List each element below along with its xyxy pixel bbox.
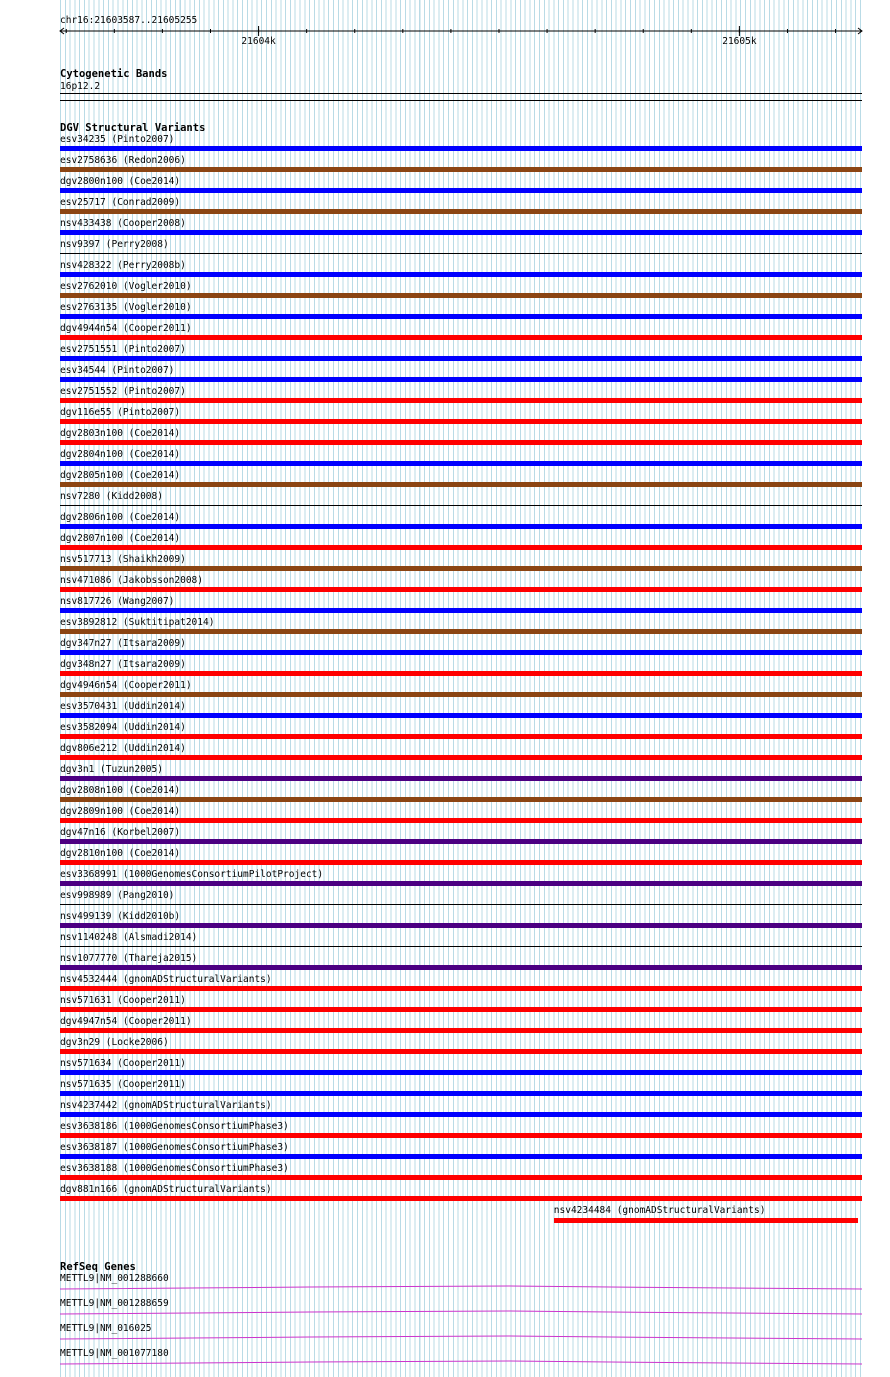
dgv-feature-bar[interactable] bbox=[60, 650, 862, 655]
dgv-feature-label[interactable]: dgv2808n100 (Coe2014) bbox=[60, 785, 181, 796]
ruler-tick-label: 21605k bbox=[722, 36, 757, 47]
dgv-feature-bar[interactable] bbox=[60, 797, 862, 802]
dgv-feature-label[interactable]: esv34544 (Pinto2007) bbox=[60, 365, 175, 376]
dgv-feature-bar[interactable] bbox=[60, 1154, 862, 1159]
dgv-feature-label[interactable]: nsv4237442 (gnomADStructuralVariants) bbox=[60, 1100, 272, 1111]
dgv-feature-bar[interactable] bbox=[60, 146, 862, 151]
dgv-feature-bar[interactable] bbox=[60, 776, 862, 781]
dgv-feature-label[interactable]: nsv571635 (Cooper2011) bbox=[60, 1079, 186, 1090]
dgv-feature-label[interactable]: dgv3n1 (Tuzun2005) bbox=[60, 764, 163, 775]
dgv-feature-label[interactable]: esv2763135 (Vogler2010) bbox=[60, 302, 192, 313]
dgv-feature-bar[interactable] bbox=[60, 1133, 862, 1138]
dgv-feature-bar[interactable] bbox=[60, 1028, 862, 1033]
refseq-gene-line bbox=[60, 1361, 862, 1364]
dgv-feature-label[interactable]: nsv4532444 (gnomADStructuralVariants) bbox=[60, 974, 272, 985]
dgv-feature-label[interactable]: nsv471086 (Jakobsson2008) bbox=[60, 575, 203, 586]
dgv-feature-bar[interactable] bbox=[60, 1007, 862, 1012]
dgv-feature-bar[interactable] bbox=[60, 167, 862, 172]
dgv-feature-label[interactable]: dgv2807n100 (Coe2014) bbox=[60, 533, 181, 544]
dgv-feature-label[interactable]: dgv806e212 (Uddin2014) bbox=[60, 743, 186, 754]
dgv-feature-bar[interactable] bbox=[60, 482, 862, 487]
dgv-feature-label[interactable]: esv3892812 (Suktitipat2014) bbox=[60, 617, 215, 628]
dgv-feature-bar[interactable] bbox=[60, 335, 862, 340]
dgv-feature-label[interactable]: dgv347n27 (Itsara2009) bbox=[60, 638, 186, 649]
dgv-feature-bar[interactable] bbox=[60, 356, 862, 361]
dgv-feature-bar[interactable] bbox=[60, 272, 862, 277]
ruler-tick-label: 21604k bbox=[241, 36, 276, 47]
dgv-feature-bar[interactable] bbox=[60, 253, 862, 254]
dgv-feature-label[interactable]: dgv2800n100 (Coe2014) bbox=[60, 176, 181, 187]
dgv-feature-label[interactable]: nsv428322 (Perry2008b) bbox=[60, 260, 186, 271]
dgv-feature-label[interactable]: esv3368991 (1000GenomesConsortiumPilotProject) bbox=[60, 869, 324, 880]
dgv-feature-bar[interactable] bbox=[60, 923, 862, 928]
dgv-feature-bar[interactable] bbox=[60, 839, 862, 844]
dgv-feature-label[interactable]: nsv1140248 (Alsmadi2014) bbox=[60, 932, 198, 943]
dgv-feature-label[interactable]: dgv2806n100 (Coe2014) bbox=[60, 512, 181, 523]
dgv-feature-bar[interactable] bbox=[554, 1218, 858, 1223]
refseq-gene-label[interactable]: METTL9|NM_001288659 bbox=[60, 1298, 169, 1309]
cytoband-label: 16p12.2 bbox=[60, 81, 101, 92]
dgv-feature-label[interactable]: dgv2810n100 (Coe2014) bbox=[60, 848, 181, 859]
dgv-feature-bar[interactable] bbox=[60, 398, 862, 403]
refseq-gene-line bbox=[60, 1311, 862, 1314]
dgv-feature-label[interactable]: nsv4234484 (gnomADStructuralVariants) bbox=[553, 1205, 766, 1216]
dgv-feature-bar[interactable] bbox=[60, 946, 862, 947]
dgv-feature-label[interactable]: dgv4947n54 (Cooper2011) bbox=[60, 1016, 192, 1027]
dgv-feature-bar[interactable] bbox=[60, 524, 862, 529]
dgv-feature-label[interactable]: esv3582094 (Uddin2014) bbox=[60, 722, 186, 733]
dgv-feature-label[interactable]: nsv571631 (Cooper2011) bbox=[60, 995, 186, 1006]
dgv-feature-bar[interactable] bbox=[60, 713, 862, 718]
dgv-feature-bar[interactable] bbox=[60, 230, 862, 235]
dgv-feature-label[interactable]: dgv2804n100 (Coe2014) bbox=[60, 449, 181, 460]
dgv-feature-bar[interactable] bbox=[60, 1091, 862, 1096]
dgv-feature-label[interactable]: esv3570431 (Uddin2014) bbox=[60, 701, 186, 712]
dgv-feature-bar[interactable] bbox=[60, 505, 862, 506]
cytoband-track-title: Cytogenetic Bands bbox=[60, 68, 168, 80]
dgv-feature-bar[interactable] bbox=[60, 860, 862, 865]
refseq-gene-line bbox=[60, 1336, 862, 1339]
dgv-feature-label[interactable]: nsv517713 (Shaikh2009) bbox=[60, 554, 186, 565]
dgv-feature-bar[interactable] bbox=[60, 608, 862, 613]
dgv-feature-label[interactable]: nsv499139 (Kidd2010b) bbox=[60, 911, 181, 922]
dgv-feature-label[interactable]: nsv433438 (Cooper2008) bbox=[60, 218, 186, 229]
refseq-gene-line bbox=[60, 1286, 862, 1289]
dgv-feature-bar[interactable] bbox=[60, 881, 862, 886]
dgv-feature-bar[interactable] bbox=[60, 629, 862, 634]
dgv-feature-bar[interactable] bbox=[60, 755, 862, 760]
dgv-feature-bar[interactable] bbox=[60, 566, 862, 571]
dgv-track-title: DGV Structural Variants bbox=[60, 122, 206, 134]
dgv-feature-bar[interactable] bbox=[60, 965, 862, 970]
refseq-gene-label[interactable]: METTL9|NM_016025 bbox=[60, 1323, 152, 1334]
dgv-feature-label[interactable]: nsv817726 (Wang2007) bbox=[60, 596, 175, 607]
cytoband-band-bar bbox=[60, 93, 862, 94]
dgv-feature-bar[interactable] bbox=[60, 440, 862, 445]
dgv-feature-bar[interactable] bbox=[60, 545, 862, 550]
dgv-feature-bar[interactable] bbox=[60, 986, 862, 991]
dgv-feature-bar[interactable] bbox=[60, 1112, 862, 1117]
dgv-feature-bar[interactable] bbox=[60, 1070, 862, 1075]
dgv-feature-label[interactable]: dgv4944n54 (Cooper2011) bbox=[60, 323, 192, 334]
dgv-feature-label[interactable]: nsv9397 (Perry2008) bbox=[60, 239, 169, 250]
dgv-feature-label[interactable]: dgv47n16 (Korbel2007) bbox=[60, 827, 181, 838]
dgv-feature-bar[interactable] bbox=[60, 1175, 862, 1180]
dgv-feature-label[interactable]: esv998989 (Pang2010) bbox=[60, 890, 175, 901]
refseq-gene-label[interactable]: METTL9|NM_001288660 bbox=[60, 1273, 169, 1284]
dgv-feature-label[interactable]: esv3638187 (1000GenomesConsortiumPhase3) bbox=[60, 1142, 289, 1153]
dgv-feature-bar[interactable] bbox=[60, 734, 862, 739]
dgv-feature-label[interactable]: dgv116e55 (Pinto2007) bbox=[60, 407, 181, 418]
dgv-feature-label[interactable]: esv34235 (Pinto2007) bbox=[60, 134, 175, 145]
refseq-gene-label[interactable]: METTL9|NM_001077180 bbox=[60, 1348, 169, 1359]
dgv-feature-label[interactable]: dgv2809n100 (Coe2014) bbox=[60, 806, 181, 817]
dgv-feature-label[interactable]: dgv881n166 (gnomADStructuralVariants) bbox=[60, 1184, 272, 1195]
dgv-feature-bar[interactable] bbox=[60, 209, 862, 214]
dgv-feature-label[interactable]: dgv3n29 (Locke2006) bbox=[60, 1037, 169, 1048]
dgv-feature-label[interactable]: esv2762010 (Vogler2010) bbox=[60, 281, 192, 292]
dgv-feature-bar[interactable] bbox=[60, 1196, 862, 1201]
dgv-feature-label[interactable]: esv2758636 (Redon2006) bbox=[60, 155, 186, 166]
dgv-feature-label[interactable]: dgv2805n100 (Coe2014) bbox=[60, 470, 181, 481]
dgv-feature-label[interactable]: nsv571634 (Cooper2011) bbox=[60, 1058, 186, 1069]
dgv-feature-label[interactable]: dgv4946n54 (Cooper2011) bbox=[60, 680, 192, 691]
dgv-feature-bar[interactable] bbox=[60, 377, 862, 382]
dgv-feature-label[interactable]: esv3638188 (1000GenomesConsortiumPhase3) bbox=[60, 1163, 289, 1174]
dgv-feature-bar[interactable] bbox=[60, 293, 862, 298]
dgv-feature-label[interactable]: dgv348n27 (Itsara2009) bbox=[60, 659, 186, 670]
dgv-feature-bar[interactable] bbox=[60, 461, 862, 466]
dgv-feature-bar[interactable] bbox=[60, 904, 862, 905]
dgv-feature-label[interactable]: esv25717 (Conrad2009) bbox=[60, 197, 181, 208]
dgv-feature-bar[interactable] bbox=[60, 1049, 862, 1054]
dgv-feature-bar[interactable] bbox=[60, 314, 862, 319]
dgv-feature-bar[interactable] bbox=[60, 818, 862, 823]
dgv-feature-bar[interactable] bbox=[60, 671, 862, 676]
dgv-feature-label[interactable]: nsv1077770 (Thareja2015) bbox=[60, 953, 198, 964]
refseq-track-title: RefSeq Genes bbox=[60, 1261, 136, 1273]
dgv-feature-label[interactable]: nsv7280 (Kidd2008) bbox=[60, 491, 163, 502]
dgv-feature-bar[interactable] bbox=[60, 419, 862, 424]
dgv-feature-bar[interactable] bbox=[60, 188, 862, 193]
locus-label: chr16:21603587..21605255 bbox=[60, 15, 198, 26]
dgv-feature-bar[interactable] bbox=[60, 587, 862, 592]
dgv-feature-label[interactable]: esv3638186 (1000GenomesConsortiumPhase3) bbox=[60, 1121, 289, 1132]
dgv-feature-label[interactable]: dgv2803n100 (Coe2014) bbox=[60, 428, 181, 439]
track-separator bbox=[60, 100, 862, 101]
dgv-feature-label[interactable]: esv2751552 (Pinto2007) bbox=[60, 386, 186, 397]
dgv-feature-label[interactable]: esv2751551 (Pinto2007) bbox=[60, 344, 186, 355]
dgv-feature-bar[interactable] bbox=[60, 692, 862, 697]
